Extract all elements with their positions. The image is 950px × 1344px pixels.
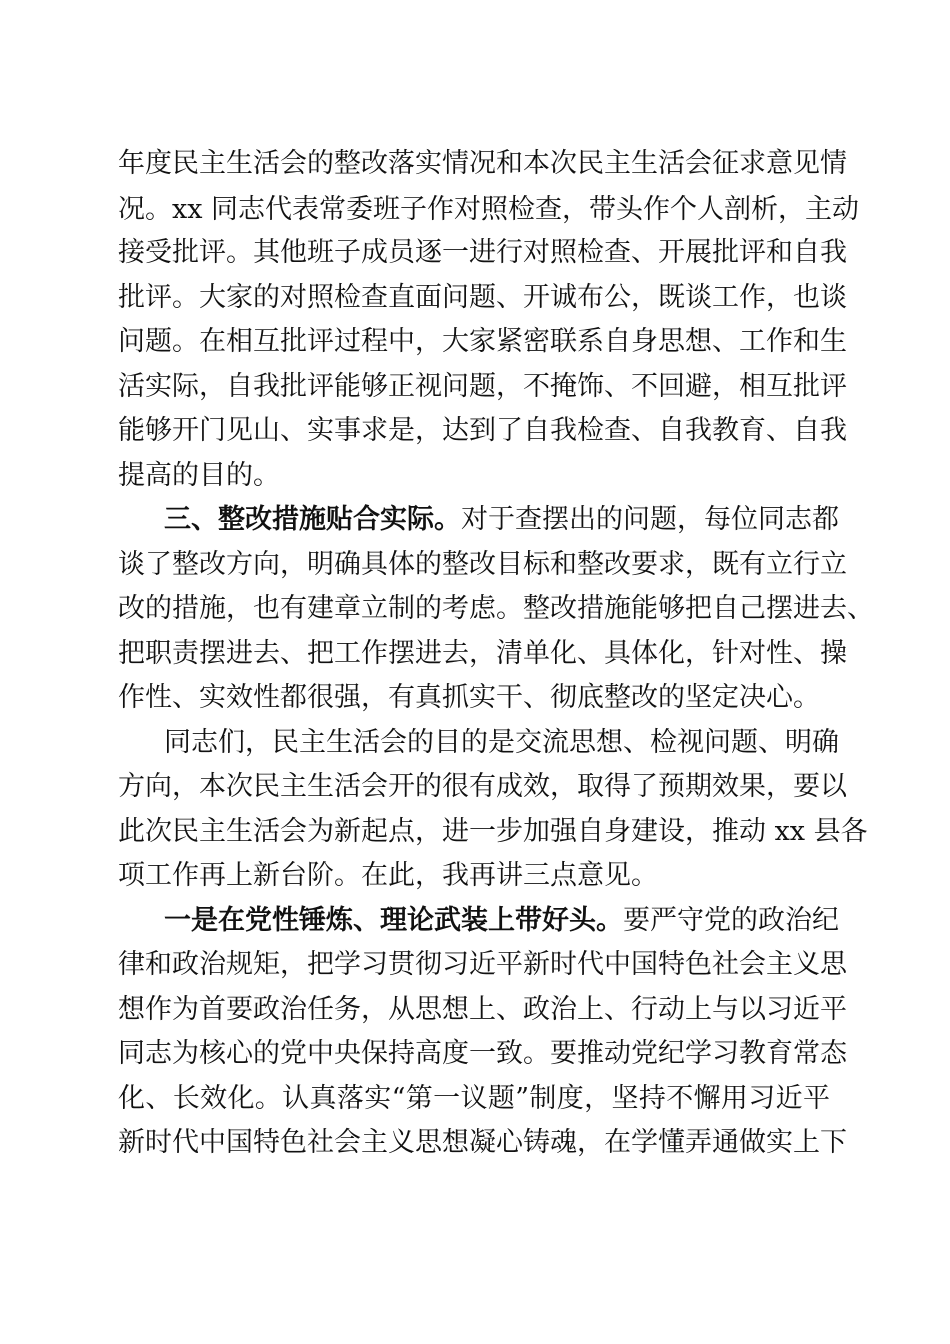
text-line: 接受批评。其他班子成员逐一进行对照检查、开展批评和自我 [118, 237, 847, 268]
text-line: 此次民主生活会为新起点，进一步加强自身建设，推动 xx 县各 [118, 816, 868, 847]
text-line: 化、长效化。认真落实“第一议题”制度，坚持不懈用习近平 [118, 1083, 830, 1114]
text-line: 况。xx 同志代表常委班子作对照检查，带头作个人剖析，主动 [118, 194, 860, 225]
text-line: 提高的目的。 [118, 460, 280, 491]
text-line: 能够开门见山、实事求是，达到了自我检查、自我教育、自我 [118, 415, 847, 446]
section-first-line-text: 要严守党的政治纪 [623, 905, 839, 936]
section-heading: 三、整改措施贴合实际。 [164, 504, 461, 535]
section-first-line [164, 498, 839, 542]
text-line: 问题。在相互批评过程中，大家紧密联系自身思想、工作和生 [118, 326, 847, 357]
text-line: 项工作再上新台阶。在此，我再讲三点意见。 [118, 860, 658, 891]
text-line: 批评。大家的对照检查直面问题、开诚布公，既谈工作，也谈 [118, 282, 847, 313]
paragraph-first-line: 同志们，民主生活会的目的是交流思想、检视问题、明确 [164, 727, 839, 758]
text-line: 同志为核心的党中央保持高度一致。要推动党纪学习教育常态 [118, 1038, 847, 1069]
text-line: 新时代中国特色社会主义思想凝心铸魂，在学懂弄通做实上下 [118, 1127, 847, 1158]
text-line: 改的措施，也有建章立制的考虑。整改措施能够把自己摆进去、 [118, 593, 874, 624]
text-line: 谈了整改方向，明确具体的整改目标和整改要求，既有立行立 [118, 549, 847, 580]
section-heading: 一是在党性锤炼、理论武装上带好头。 [164, 905, 623, 936]
text-line: 把职责摆进去、把工作摆进去，清单化、具体化，针对性、操 [118, 638, 847, 669]
text-line: 律和政治规矩，把学习贯彻习近平新时代中国特色社会主义思 [118, 949, 847, 980]
text-line: 作性、实效性都很强，有真抓实干、彻底整改的坚定决心。 [118, 682, 820, 713]
text-line: 活实际，自我批评能够正视问题，不掩饰、不回避，相互批评 [118, 371, 847, 402]
text-line: 年度民主生活会的整改落实情况和本次民主生活会征求意见情 [118, 148, 847, 179]
section-first-line [164, 899, 839, 943]
text-line: 方向，本次民主生活会开的很有成效，取得了预期效果，要以 [118, 771, 847, 802]
section-first-line-text: 对于查摆出的问题，每位同志都 [461, 504, 839, 535]
text-line: 想作为首要政治任务，从思想上、政治上、行动上与以习近平 [118, 994, 847, 1025]
